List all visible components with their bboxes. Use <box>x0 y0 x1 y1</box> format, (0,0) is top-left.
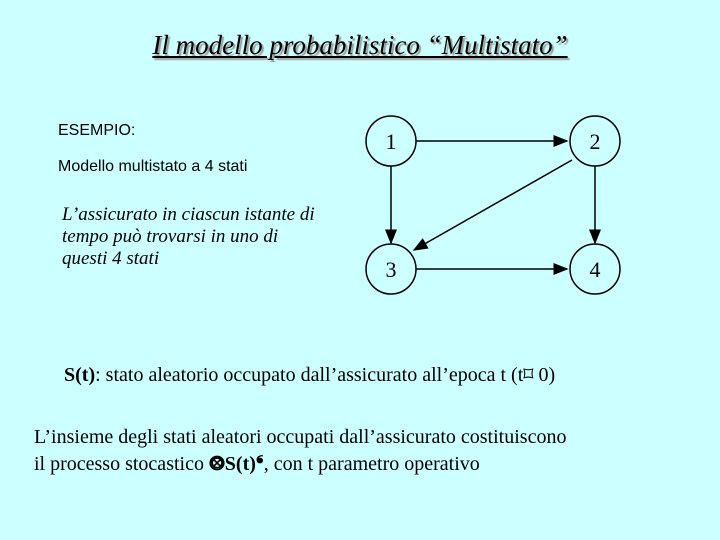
states-description: L’assicurato in ciascun istante di tempo può trovarsi in uno di questi 4 stati <box>62 204 315 269</box>
node-4 <box>570 244 620 294</box>
definition-text: : stato aleatorio occupato dall’assicurato all’epoca t (t <box>95 364 524 386</box>
node-1-label: 1 <box>385 129 397 154</box>
node-1 <box>366 116 416 166</box>
node-2-label: 2 <box>589 129 601 154</box>
node-2 <box>570 116 620 166</box>
slide-title: Il modello probabilistico “Multistato” <box>152 30 568 60</box>
process-line1: L’insieme degli stati aleatori occupati dall’assicurato costituiscono <box>34 426 567 448</box>
model-subtitle: Modello multistato a 4 stati <box>58 158 248 175</box>
example-label: ESEMPIO: <box>58 122 136 139</box>
node-3 <box>366 244 416 294</box>
process-term: S(t) <box>224 453 256 475</box>
set-open-symbol: ⨷ <box>208 453 225 475</box>
set-close-symbol: ❛ <box>255 453 264 475</box>
state-definition <box>64 362 555 387</box>
edge-2-3 <box>414 160 572 250</box>
node-4-label: 4 <box>589 257 601 282</box>
process-prefix: il processo stocastico <box>34 453 209 475</box>
process-definition <box>34 424 704 478</box>
definition-symbol: ⌑ <box>523 364 534 386</box>
definition-term: S(t) <box>64 364 96 386</box>
process-suffix: , con t parametro operativo <box>263 453 480 475</box>
definition-tail: 0) <box>533 364 556 386</box>
node-3-label: 3 <box>385 257 397 282</box>
